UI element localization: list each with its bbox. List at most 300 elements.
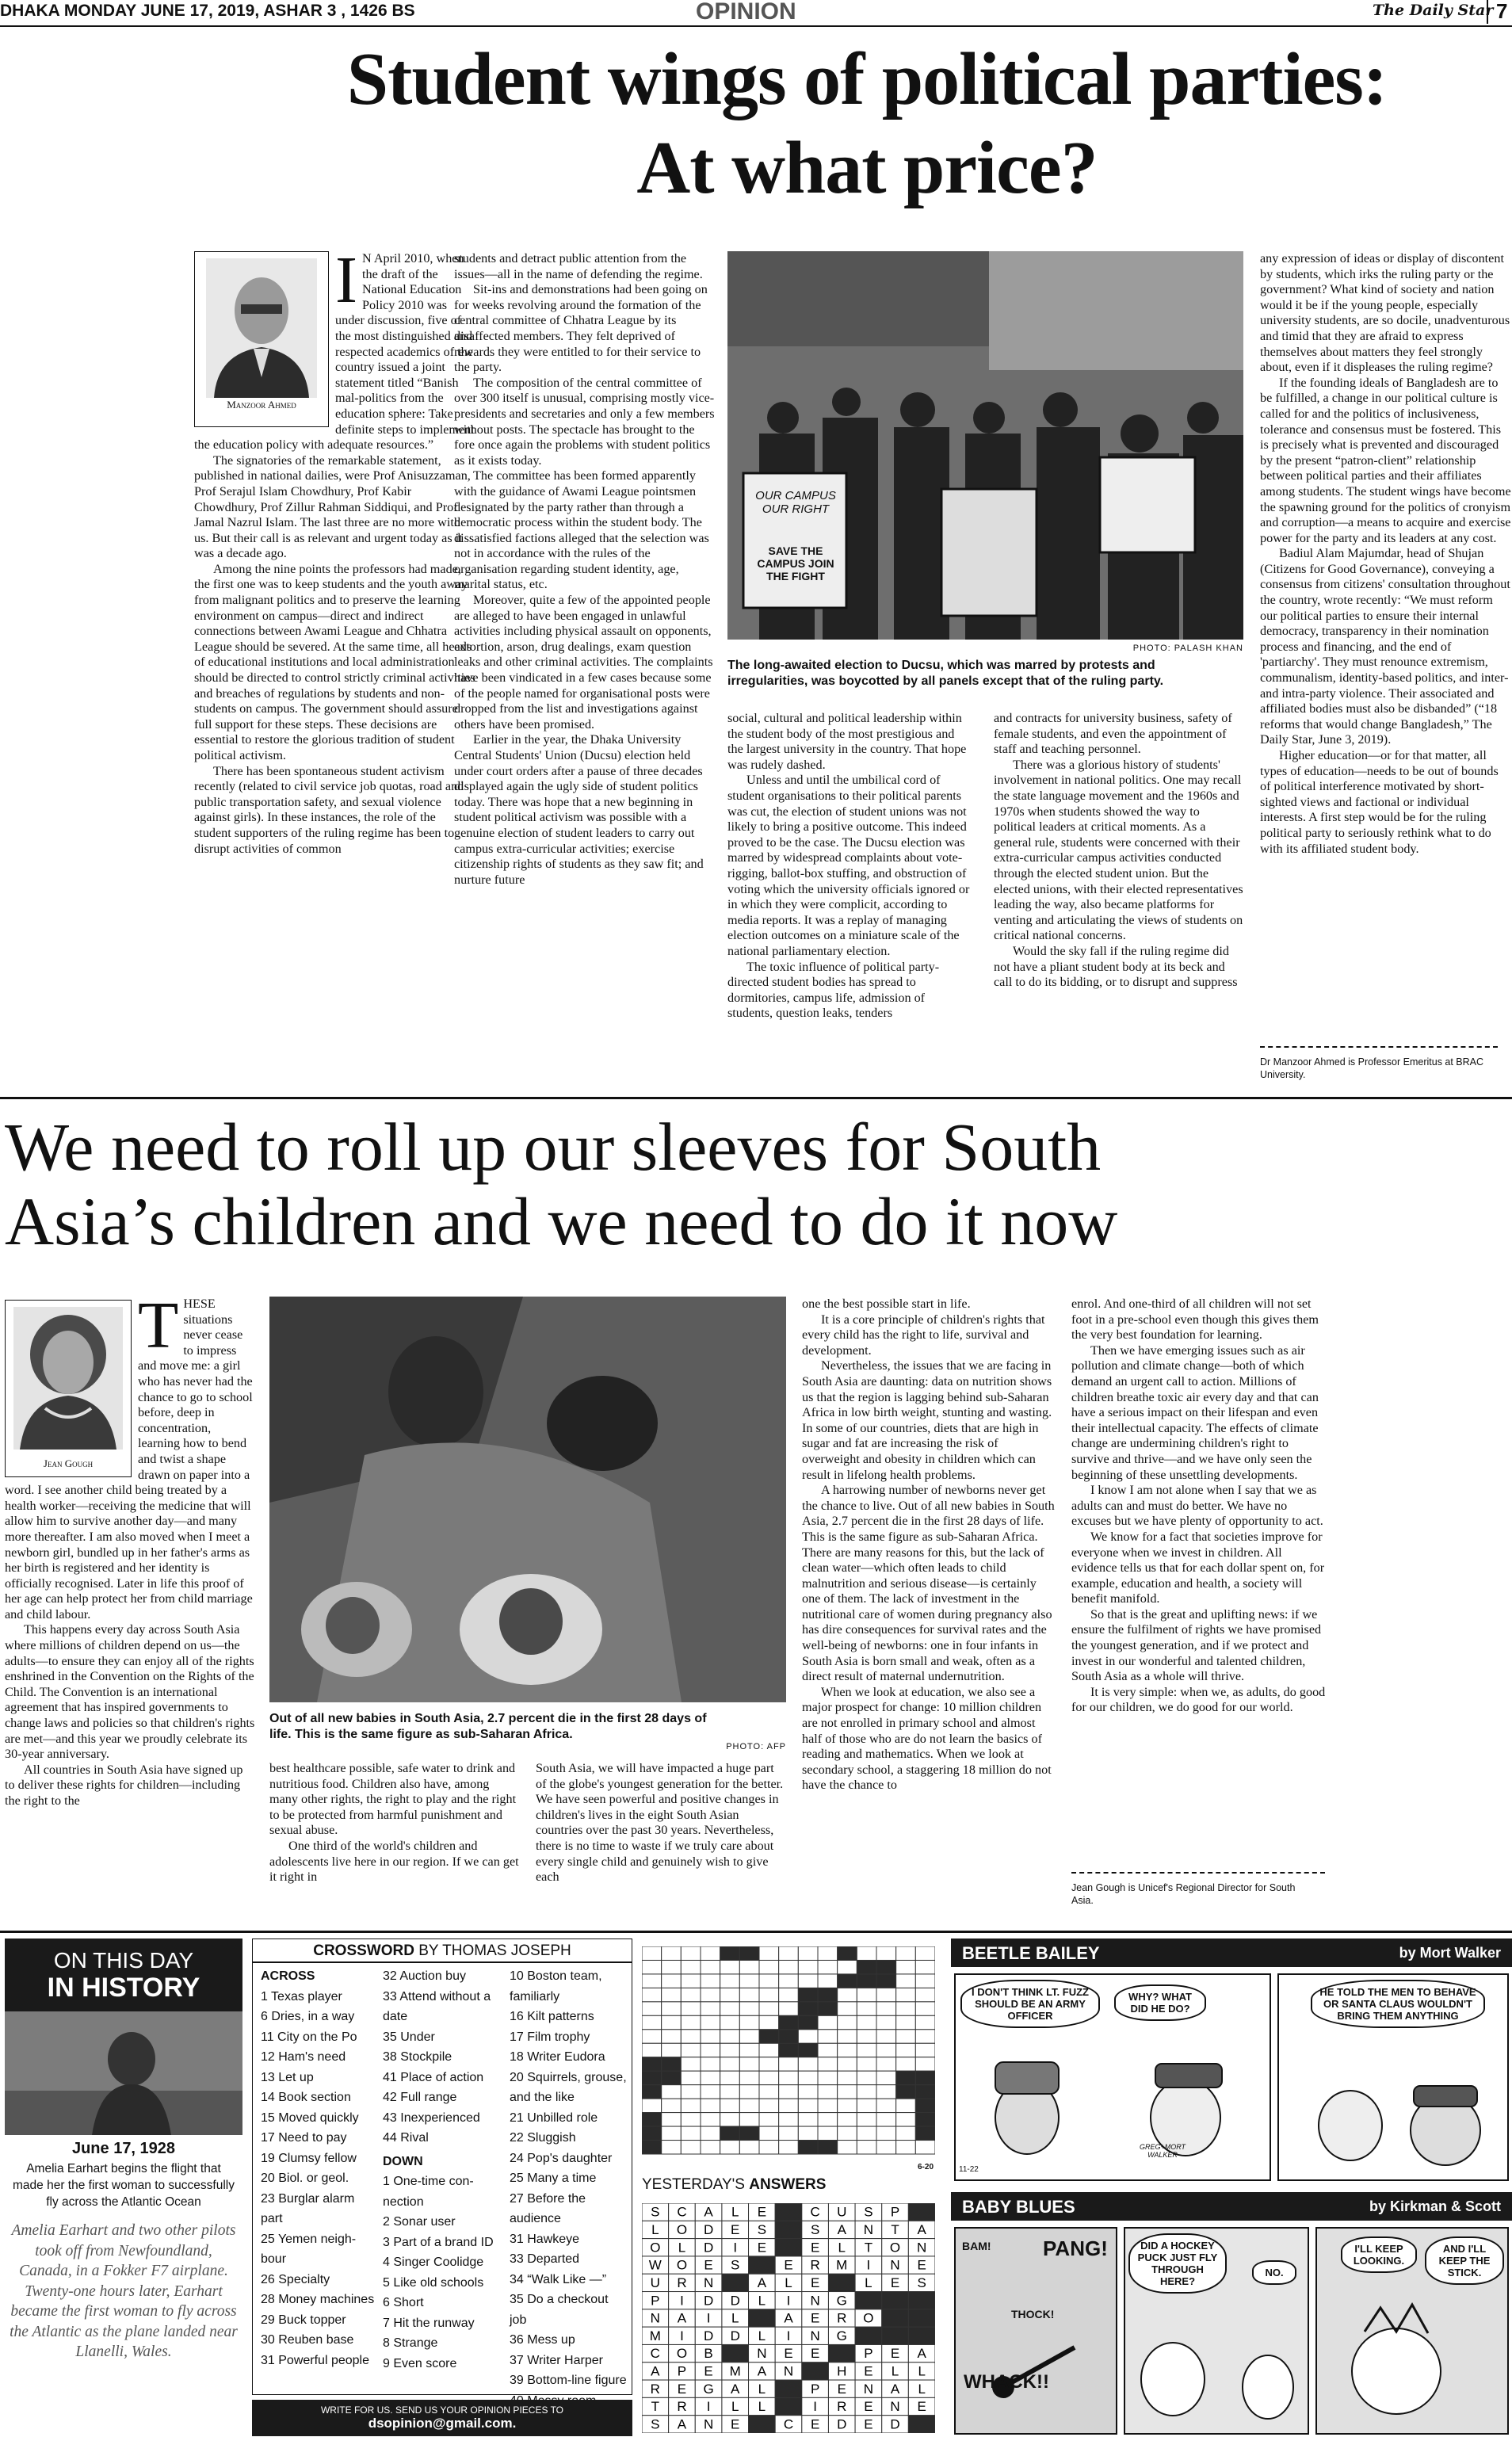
grid-cell — [915, 2071, 935, 2084]
grid-cell — [662, 2113, 682, 2126]
grid-cell — [779, 2126, 799, 2140]
paragraph: Higher education—or for that matter, all types of education—needs to be out of bounds of political interference motivated by short-sighted views and factional or individual interests. A first step would be for the ruling political party to seriously rethink what to do with its affiliated student body. — [1260, 748, 1499, 856]
answer-letter: N — [810, 2293, 820, 2309]
clue: 25 Yemen neigh-bour — [261, 2232, 357, 2266]
grid-cell — [701, 2030, 720, 2043]
grid-cell — [662, 2002, 682, 2015]
answer-letter: N — [703, 2275, 714, 2290]
bio-divider — [1260, 1046, 1498, 1048]
sfx-bam: BAM! — [962, 2240, 991, 2252]
clue: 31 Powerful people — [261, 2353, 369, 2367]
grid-cell — [759, 2099, 779, 2112]
grid-cell — [779, 2113, 799, 2126]
grid-cell — [857, 2002, 876, 2015]
grid-cell — [798, 2030, 818, 2043]
grid-cell — [759, 2071, 779, 2084]
article2-column-3 — [536, 1761, 786, 1935]
grid-cell — [876, 2071, 896, 2084]
grid-cell — [915, 2043, 935, 2057]
grid-cell — [818, 2043, 838, 2057]
grid-cell — [701, 2043, 720, 2057]
answer-letter: P — [890, 2204, 900, 2220]
article1-column-5 — [1260, 251, 1512, 1044]
clue: 20 Squirrels, grouse, and the like — [510, 2070, 627, 2104]
crossword-title — [253, 1939, 632, 1963]
grid-cell — [798, 2002, 818, 2015]
author-name: Jean Gough — [43, 1457, 94, 1469]
grid-cell — [915, 2113, 935, 2126]
grid-cell — [818, 1988, 838, 2001]
beetle-panel-1 — [954, 1973, 1271, 2181]
paragraph: If the founding ideals of Bangladesh are to be fulfilled, a change in our political culture is called for and the politics of inclusiveness, tolerance and consensus must be fostered. This is precisely what is prevented and discouraged by the present “patron-client” relationship between political parties and their affiliates among students. The student wings have become the spawning ground for the politics of cronyism and corruption—a means to acquire and exercise power for the party and its leaders at any cost. — [1260, 375, 1511, 545]
clue: 37 Writer Harper — [510, 2353, 603, 2367]
paragraph: one the best possible start in life. — [802, 1297, 971, 1311]
grid-cell — [759, 2057, 779, 2071]
paragraph: and contracts for university business, safety of female students, and even the appointment of staff and teaching personnel. — [994, 711, 1232, 757]
grid-cell — [701, 2099, 720, 2112]
grid-cell — [720, 1946, 740, 1960]
grid-cell — [838, 1960, 857, 1973]
grid-cell — [857, 2057, 876, 2071]
grid-cell — [642, 1988, 662, 2001]
grid-cell — [779, 1988, 799, 2001]
grid-cell — [876, 2057, 896, 2071]
answer-letter: E — [677, 2381, 687, 2397]
paragraph: Badiul Alam Majumdar, head of Shujan (Citizens for Good Governance), conveying a consensus from citizens' consultation throughout the country, wrote recently: “We must reform our political parties to ensure their internal democracy, transparency in their nomination process and financing, and the end of 'partiarchy'. They must renounce extremism, communalism, identity-based politics, and inter- and intra-party violence. Their associated and affiliated bodies must also be disbanded” (“18 reforms that would change Bangladesh,” The Daily Star, June 3, 2019). — [1260, 546, 1510, 747]
clue: 6 Dries, in a way — [261, 2010, 355, 2023]
grid-cell — [779, 2099, 799, 2112]
answer-letter: E — [704, 2363, 713, 2379]
paragraph: Among the nine points the professors had made, the first one was to keep students and the youth away from malignant politics and to preserve the learning environment on campus—direct and indirect connections between Awami League and Chhatra League should be severed. At the same time, all heads of educational institutions and local administration should be directed to control strictly criminal activities and breaches of regulations by students and non-students on campus. The government should assure full support for these steps. These decisions are essential to restore the glorious tradition of student political activism. — [194, 561, 475, 762]
answer-letter: O — [676, 2222, 688, 2238]
answer-letter: L — [731, 2204, 739, 2220]
answer-letter: U — [650, 2275, 660, 2290]
grid-cell — [896, 1946, 916, 1960]
answer-cell — [749, 2256, 776, 2274]
paragraph: South Asia, we will have impacted a huge part of the globe's youngest generation for the better. We have seen powerful and positive changes in children's lives in the eight South Asian countries over the past 30 years. Nevertheless, there is no time to waste if we truly care about every single child and genuinely wish to give each — [536, 1761, 784, 1885]
grid-cell — [798, 2071, 818, 2084]
paragraph: We know for a fact that societies improve for everyone when we invest in children. All evidence tells us that for each dollar spent on, for example, education and health, a society will benefit manifold. — [1071, 1529, 1325, 1606]
answer-letter: H — [837, 2363, 847, 2379]
grid-cell — [681, 2043, 701, 2057]
across-clues — [261, 1966, 380, 2370]
photo-credit: PHOTO: PALASH KHAN — [1132, 644, 1243, 653]
answer-letter: N — [783, 2363, 794, 2379]
grid-cell — [798, 2085, 818, 2099]
answer-cell — [908, 2203, 935, 2221]
grid-cell — [876, 1974, 896, 1988]
grid-cell — [642, 1960, 662, 1973]
clue: 17 Need to pay — [261, 2131, 347, 2145]
grid-cell — [681, 1960, 701, 1973]
clue: 19 Clumsy fellow — [261, 2151, 357, 2165]
answer-letter: R — [650, 2381, 660, 2397]
grid-cell — [642, 1946, 662, 1960]
grid-cell — [681, 2015, 701, 2029]
beetle-signature: GREG+MORT WALKER — [1139, 2143, 1186, 2159]
answer-letter: E — [810, 2346, 820, 2362]
grid-cell — [759, 2043, 779, 2057]
answer-letter: I — [813, 2399, 818, 2415]
beetle-header — [951, 1939, 1512, 1967]
answer-letter: T — [864, 2240, 873, 2256]
paragraph: A harrowing number of newborns never get the chance to live. Out of all new babies in South Asia, 2.7 percent die in the first 28 days of life. This is the same figure as sub-Saharan Africa. There are many reasons for this, but the lack of clean water—which often leads to child malnutrition and serious disease—is certainly one of them. The lack of investment in the nutritional care of women during pregnancy also has dire consequences for survival rates and the well-being of newborns: one in four infants in South Asia is born small and weak, often as a direct result of maternal undernutrition. — [802, 1483, 1055, 1684]
grid-cell — [720, 2057, 740, 2071]
grid-cell — [759, 2126, 779, 2140]
grid-cell — [739, 2043, 759, 2057]
answer-letter: E — [704, 2257, 713, 2273]
grid-cell — [662, 2057, 682, 2071]
paragraph: enrol. And one-third of all children will not set foot in a pre-school even though this gives them the very best foundation for learning. — [1071, 1297, 1319, 1343]
paragraph: The composition of the central committee of over 300 itself is unusual, comprising mostly vice-presidents and secretaries and only a few members without posts. The spectacle has brought to the fore once again the problems with student politics as it exists today. — [454, 375, 715, 468]
babyblues-bubble-4: AND I'LL KEEP THE STICK. — [1425, 2236, 1504, 2285]
grid-cell — [798, 2099, 818, 2112]
grid-cell — [759, 2015, 779, 2029]
history-title-1: ON THIS DAY — [53, 1948, 194, 1973]
grid-cell — [739, 2030, 759, 2043]
clue: 35 Under — [383, 2030, 435, 2044]
answer-letter: E — [810, 2416, 820, 2432]
grid-cell — [681, 1974, 701, 1988]
history-summary: Amelia Earhart begins the flight that made her the first woman to successfully fly across the Atlantic Ocean — [13, 2162, 235, 2209]
answer-cell — [882, 2327, 909, 2344]
grid-cell — [779, 2071, 799, 2084]
answer-letter: L — [651, 2222, 659, 2238]
clue: 26 Specialty — [261, 2272, 330, 2286]
grid-cell — [876, 2126, 896, 2140]
grid-cell — [857, 2030, 876, 2043]
answer-letter: G — [836, 2293, 847, 2309]
answer-letter: L — [731, 2310, 739, 2326]
answer-letter: A — [890, 2381, 900, 2397]
article1-protest-photo — [727, 251, 1243, 640]
grid-cell — [701, 1946, 720, 1960]
grid-cell — [838, 2043, 857, 2057]
grid-cell — [818, 2141, 838, 2154]
paragraph: The committee has been formed apparently with the guidance of Awami League pointsmen designated by the party rather than through a democratic process within the student body. The dissatisfied factions alleged that the selection was not in accordance with the rules of the organisation regarding student identity, age, marital status, etc. — [454, 468, 709, 592]
grid-cell — [876, 2099, 896, 2112]
paper-nameplate: The Daily Star — [1373, 2, 1494, 19]
answer-letter: L — [758, 2328, 766, 2343]
answer-letter: R — [837, 2399, 847, 2415]
grid-cell — [818, 2099, 838, 2112]
answer-letter: M — [729, 2363, 741, 2379]
clue: 2 Sonar user — [383, 2215, 456, 2229]
crossword-title-rest: BY THOMAS JOSEPH — [414, 1942, 571, 1959]
grid-cell — [642, 2071, 662, 2084]
paragraph: So that is the great and uplifting news: if we ensure the fulfilment of rights we have promised the youngest generation, and if we protect and invest in our wonderful and talented children, South Asia as a whole will thrive. — [1071, 1606, 1322, 1684]
article1-headline — [0, 35, 1512, 212]
answer-letter: N — [810, 2328, 820, 2343]
grid-cell — [662, 2043, 682, 2057]
answer-letter: D — [703, 2328, 714, 2343]
clue: 36 Mess up — [510, 2333, 575, 2347]
grid-cell — [798, 2057, 818, 2071]
answer-letter: B — [704, 2346, 713, 2362]
grid-cell — [896, 2002, 916, 2015]
article2-newborn-photo — [269, 1297, 786, 1702]
answer-cell — [855, 2327, 882, 2344]
grid-cell — [798, 2126, 818, 2140]
answer-letter: G — [703, 2381, 714, 2397]
grid-cell — [915, 2141, 935, 2154]
across-label: ACROSS — [261, 1969, 315, 1983]
grid-cell — [642, 2057, 662, 2071]
clue: 29 Buck topper — [261, 2313, 346, 2327]
answer-letter: L — [865, 2275, 872, 2290]
grid-cell — [818, 2126, 838, 2140]
answer-cell — [722, 2344, 749, 2362]
answers-label-a: YESTERDAY'S — [642, 2176, 750, 2193]
grid-cell — [720, 2015, 740, 2029]
babyblues-byline: by Kirkman & Scott — [1369, 2198, 1501, 2214]
clue: 21 Unbilled role — [510, 2110, 598, 2125]
grid-cell — [857, 1946, 876, 1960]
clue: 39 Bottom-line figure — [510, 2374, 627, 2387]
article2-headline — [5, 1110, 1510, 1259]
grid-cell — [779, 1960, 799, 1973]
write-for-us-box — [252, 2400, 632, 2436]
babyblues-panel-3 — [1315, 2227, 1509, 2435]
grid-cell — [759, 1974, 779, 1988]
answer-letter: T — [651, 2399, 660, 2415]
paragraph: Would the sky fall if the ruling regime did not have a pliant student body at its beck and call to do its bidding, or to disrupt and suppress — [994, 943, 1238, 990]
crossword-panel — [252, 1939, 632, 2395]
paragraph: students and detract public attention from the issues—all in the name of defending the regime. — [454, 251, 703, 281]
grid-cell — [838, 2015, 857, 2029]
answer-letter: I — [733, 2240, 738, 2256]
headline-line2: Asia’s children and we need to do it now — [5, 1183, 1118, 1259]
clue: 18 Writer Eudora — [510, 2050, 605, 2064]
grid-cell — [838, 2099, 857, 2112]
grid-cell — [798, 1988, 818, 2001]
grid-cell — [759, 2030, 779, 2043]
answer-cell — [749, 2416, 776, 2433]
grid-cell — [857, 1960, 876, 1973]
grid-cell — [681, 2057, 701, 2071]
answer-letter: L — [891, 2363, 899, 2379]
answer-cell — [908, 2309, 935, 2327]
grid-cell — [662, 2030, 682, 2043]
grid-cell — [915, 2099, 935, 2112]
grid-cell — [759, 2002, 779, 2015]
answer-letter: D — [730, 2328, 740, 2343]
grid-cell — [701, 2141, 720, 2154]
clue: 23 Burglar alarm part — [261, 2191, 355, 2225]
article1-column-4 — [994, 711, 1243, 1083]
grid-cell — [896, 2030, 916, 2043]
grid-cell — [681, 2113, 701, 2126]
clue: 1 Texas player — [261, 1989, 342, 2003]
grid-cell — [915, 2057, 935, 2071]
grid-cell — [798, 1946, 818, 1960]
section-divider — [0, 1097, 1512, 1099]
grid-cell — [798, 1960, 818, 1973]
grid-cell — [838, 2002, 857, 2015]
answer-letter: L — [918, 2363, 926, 2379]
crossword-grid — [642, 1946, 935, 2172]
grid-cell — [681, 1988, 701, 2001]
paragraph: One third of the world's children and adolescents live here in our region. If we can get it right in — [269, 1838, 519, 1885]
grid-cell — [896, 2043, 916, 2057]
answer-cell — [908, 2292, 935, 2309]
grid-cell — [779, 2057, 799, 2071]
paragraph: There was a glorious history of students' involvement in national politics. One may recall the state language movement and the 1960s and 1970s when students showed the way to political leaders at critical moments. As a general rule, students were concerned with their extra-curricular campus activities conducted through the elected student union. But the elected unions, with their elected representatives leading the way, also became platforms for venting and articulating the views of students on critical national concerns. — [994, 757, 1243, 943]
grid-cell — [681, 2071, 701, 2084]
grid-cell — [896, 1974, 916, 1988]
answer-letter: C — [783, 2416, 794, 2432]
answer-letter: A — [917, 2346, 926, 2362]
answer-cell — [882, 2309, 909, 2327]
sfx-whack: WHACK!! — [964, 2371, 1049, 2393]
grid-cell — [759, 1960, 779, 1973]
grid-cell — [681, 2085, 701, 2099]
grid-cell — [876, 2141, 896, 2154]
answer-letter: C — [810, 2204, 820, 2220]
answer-letter: E — [757, 2240, 767, 2256]
protest-sign-1: OUR CAMPUS OUR RIGHT — [755, 489, 836, 516]
paragraph: It is a core principle of children's rights that every child has the right to life, survival and development. — [802, 1312, 1045, 1358]
answer-letter: E — [837, 2381, 846, 2397]
paragraph: HESE situations never cease to impress and move me: a girl who has never had the chance to go to school before, deep in concentration, learning how to bend and twist a shape drawn on paper into a word. I see another child being treated by a health worker—receiving the medicine that will allow him to survive another day—and many more thereafter. I am also moved when I meet a newborn girl, bundled up in her father's arms as her birth is registered and her identity is officially recognised. Later in life this proof of her age can help protect her from child marriage and child labour. — [5, 1297, 253, 1621]
answer-letter: S — [731, 2257, 740, 2273]
grid-cell — [818, 2085, 838, 2099]
answer-cell — [775, 2221, 802, 2238]
grid-cell — [915, 1960, 935, 1973]
clue: 41 Place of action — [383, 2070, 484, 2084]
clue: 35 Do a checkout job — [510, 2293, 609, 2327]
answer-letter: P — [677, 2363, 687, 2379]
grid-cell — [838, 2126, 857, 2140]
answer-letter: E — [864, 2416, 873, 2432]
clue: 42 Full range — [383, 2091, 457, 2104]
grid-cell — [681, 1946, 701, 1960]
grid-cell — [681, 2002, 701, 2015]
grid-cell — [642, 2113, 662, 2126]
grid-cell — [720, 2071, 740, 2084]
answer-letter: N — [917, 2240, 927, 2256]
clue: 5 Like old schools — [383, 2275, 484, 2290]
grid-cell — [857, 2099, 876, 2112]
beetle-panel-2 — [1277, 1973, 1509, 2181]
answer-letter: L — [731, 2399, 739, 2415]
history-title-2: IN HISTORY — [47, 1973, 200, 2003]
answer-letter: W — [648, 2257, 662, 2273]
answer-letter: E — [810, 2275, 820, 2290]
clue: 11 City on the Po — [261, 2030, 357, 2044]
clue: 17 Film trophy — [510, 2030, 590, 2044]
grid-cell — [857, 1988, 876, 2001]
clue: 4 Singer Coolidge — [383, 2256, 484, 2269]
grid-cell — [701, 2113, 720, 2126]
answer-letter: N — [863, 2381, 874, 2397]
clue: 13 Let up — [261, 2070, 314, 2084]
grid-cell — [720, 1974, 740, 1988]
article2-column-2 — [269, 1761, 520, 1935]
grid-cell — [838, 2141, 857, 2154]
answer-letter: L — [678, 2240, 686, 2256]
grid-cell — [896, 1960, 916, 1973]
photo-caption: The long-awaited election to Ducsu, which was marred by protests and irregularities, was boycotted by all panels except that of the ruling party. — [727, 659, 1164, 688]
beetle-bubble-3: HE TOLD THE MEN TO BEHAVE OR SANTA CLAUS WOULDN'T BRING THEM ANYTHING — [1311, 1980, 1485, 2028]
answer-letter: E — [810, 2240, 820, 2256]
answer-letter: O — [889, 2240, 901, 2256]
answer-letter: E — [917, 2399, 926, 2415]
grid-cell — [838, 2085, 857, 2099]
grid-cell — [681, 2141, 701, 2154]
answer-letter: L — [838, 2240, 846, 2256]
grid-cell — [798, 2015, 818, 2029]
answer-letter: P — [810, 2381, 820, 2397]
grid-cell — [857, 2126, 876, 2140]
grid-cell — [779, 1946, 799, 1960]
grid-cell — [876, 2030, 896, 2043]
article1-column-2 — [454, 251, 716, 1083]
answer-letter: E — [890, 2275, 900, 2290]
article1-column-1 — [194, 251, 475, 1083]
grid-cell — [720, 2030, 740, 2043]
author-bio: Jean Gough is Unicef's Regional Director for South Asia. — [1071, 1882, 1296, 1906]
answer-letter: A — [731, 2381, 740, 2397]
grid-cell — [739, 1960, 759, 1973]
grid-cell — [720, 2085, 740, 2099]
answer-letter: O — [676, 2346, 688, 2362]
grid-cell — [896, 2085, 916, 2099]
grid-cell — [915, 2002, 935, 2015]
grid-cell — [739, 1974, 759, 1988]
paragraph: This happens every day across South Asia where millions of children depend on us—the adults—to ensure they can enjoy all of the rights enshrined in the Convention on the Rights of the Child. The Convention is an international agreement that has inspired governments to change laws and policies so that children's rights are met—and this year we proudly celebrate its 30-year anniversary. — [5, 1622, 255, 1762]
answer-letter: M — [836, 2257, 848, 2273]
answer-letter: S — [864, 2204, 873, 2220]
grid-cell — [642, 2030, 662, 2043]
grid-cell — [759, 2141, 779, 2154]
grid-cell — [876, 2015, 896, 2029]
answer-letter: N — [890, 2399, 900, 2415]
answer-letter: N — [757, 2346, 767, 2362]
clue: 34 “Walk Like —” — [510, 2272, 607, 2286]
grid-cell — [779, 2030, 799, 2043]
grid-cell — [915, 1946, 935, 1960]
dropcap: T — [138, 1297, 179, 1362]
clue: 33 Departed — [510, 2252, 580, 2266]
grid-cell — [779, 2002, 799, 2015]
grid-cell — [857, 2043, 876, 2057]
answer-letter: M — [649, 2328, 661, 2343]
grid-cell — [896, 2057, 916, 2071]
beetle-byline: by Mort Walker — [1399, 1945, 1501, 1961]
grid-cell — [876, 2085, 896, 2099]
grid-cell — [681, 2126, 701, 2140]
grid-cell — [662, 2015, 682, 2029]
clue: 12 Ham's need — [261, 2050, 346, 2064]
history-photo — [5, 2011, 242, 2135]
answer-letter: E — [917, 2257, 926, 2273]
grid-cell — [838, 2030, 857, 2043]
answer-cell — [828, 2274, 855, 2291]
grid-cell — [642, 2099, 662, 2112]
answer-letter: R — [837, 2310, 847, 2326]
grid-cell — [857, 2085, 876, 2099]
grid-cell — [720, 2113, 740, 2126]
grid-cell — [896, 2126, 916, 2140]
grid-cell — [818, 2057, 838, 2071]
grid-cell — [915, 2015, 935, 2029]
answer-cell — [908, 2327, 935, 2344]
grid-cell — [662, 2071, 682, 2084]
clue: 8 Strange — [383, 2336, 438, 2350]
answer-letter: A — [677, 2310, 687, 2326]
crossword-grid-svg — [642, 1946, 935, 2160]
